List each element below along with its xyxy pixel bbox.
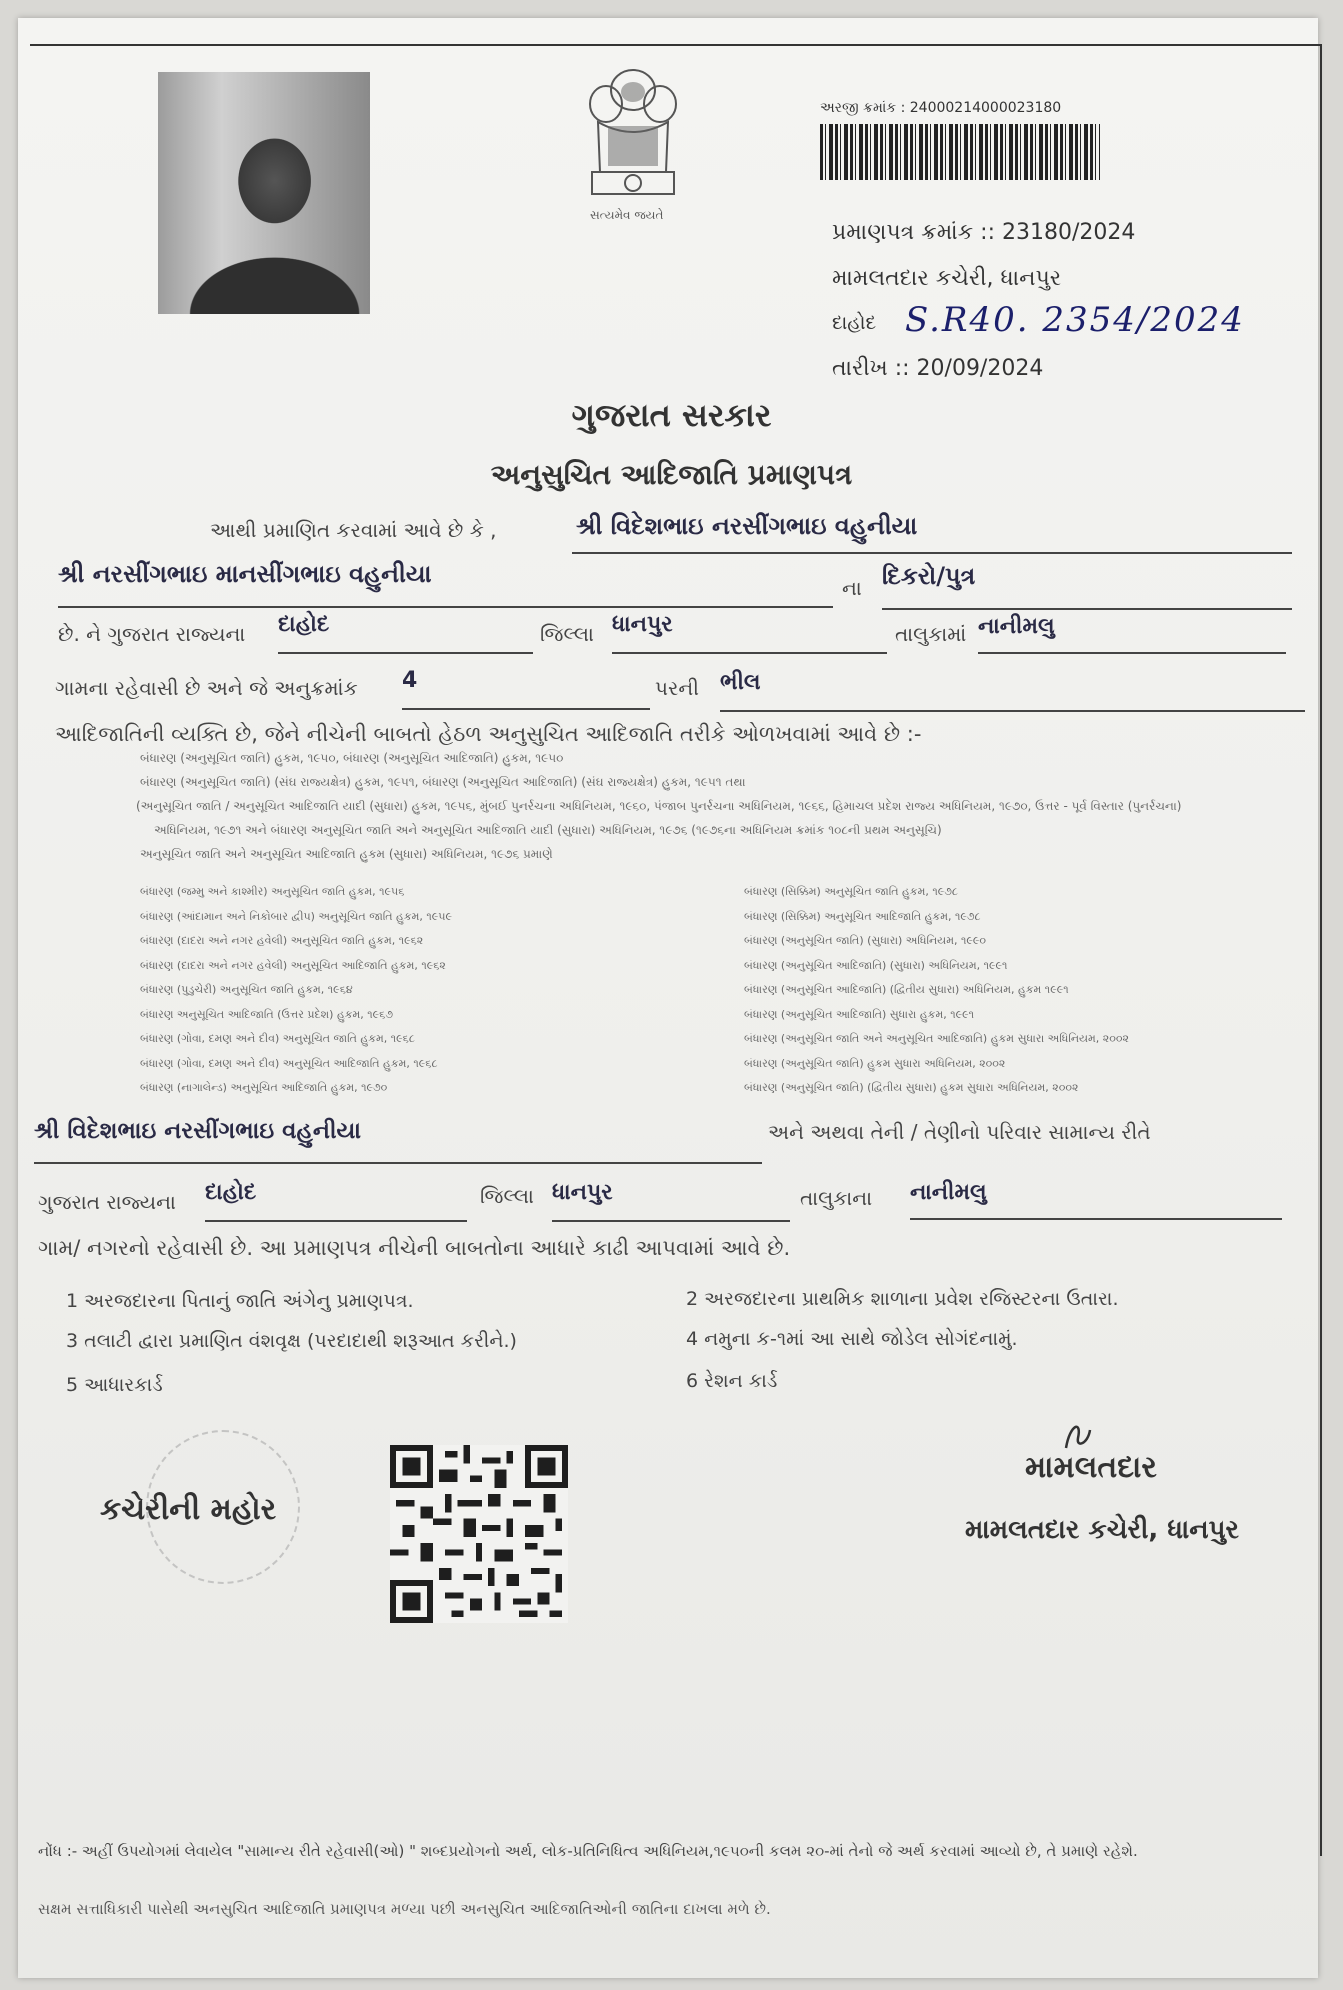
law-item: બંધારણ (અનુસૂચિત આદિજાતિ) સુધારા હુકમ, ૧૯૯૧ — [744, 1007, 975, 1021]
taluka-field — [612, 612, 887, 654]
district2-text: દાહોદ — [205, 1180, 257, 1205]
issuing-office: મામલતદાર કચેરી, ધાનપુર — [832, 266, 1062, 291]
serial-field — [402, 668, 650, 710]
applicant-name-repeat-text: શ્રી વિદેશભાઇ નરસીંગભાઇ વહુનીયા — [34, 1118, 362, 1144]
father-name-text: શ્રી નરસીંગભાઇ માનસીંગભાઇ વહુનીયા — [58, 560, 432, 588]
certificate-number: પ્રમાણપત્ર ક્રમાંક :: 23180/2024 — [832, 220, 1136, 245]
law-item: બંધારણ (અનુસૂચિત આદિજાતિ) (દ્વિતીય સુધારા) અધિનિયમ, હુકમ ૧૯૯૧ — [744, 983, 1069, 996]
seal-label: કચેરીની મહોર — [100, 1492, 277, 1527]
law-item: બંધારણ (પુડુચેરી) અનુસૂચિત જાતિ હુકમ, ૧૯૬૪ — [140, 983, 353, 996]
dahod-label: દાહોદ — [832, 312, 877, 334]
government-title: ગુજરાત સરકાર — [571, 396, 772, 434]
law-item: બંધારણ (સિક્કિમ) અનુસૂચિત આદિજાતિ હુકમ, ૧૯૭૮ — [744, 909, 981, 923]
relation-text: દિકરો/પુત્ર — [882, 562, 976, 590]
parni-label: પરની — [655, 676, 699, 700]
certify-label: આથી પ્રમાણિત કરવામાં આવે છે કે , — [210, 518, 497, 542]
law-item: બંધારણ (જમ્મુ અને કાશ્મીર) અનુસૂચિત જાતિ હુકમ, ૧૯૫૬ — [140, 885, 405, 898]
document-item: 1 અરજદારના પિતાનું જાતિ અંગેનુ પ્રમાણપત્ર. — [66, 1290, 414, 1312]
na-label: ના — [842, 576, 862, 600]
signatory-office: મામલતદાર કચેરી, ધાનપુર — [965, 1515, 1239, 1545]
serial-text: 4 — [402, 668, 418, 693]
tribe-field — [720, 670, 1305, 712]
village2-text: નાનીમલુ — [910, 1180, 987, 1205]
applicant-name-repeat — [34, 1118, 762, 1164]
issued-basis-statement: ગામ/ નગરનો રહેવાસી છે. આ પ્રમાણપત્ર નીચેની બાબતોના આધારે કાઢી આપવામાં આવે છે. — [38, 1236, 791, 1260]
village-text: નાનીમલુ — [978, 614, 1055, 639]
law-item: બંધારણ (આંદામાન અને નિકોબાર દ્વીપ) અનુસૂચિત જાતિ હુકમ, ૧૯૫૯ — [140, 909, 453, 923]
footer-note: નોંધ :- અહીં ઉપયોગમાં લેવાયેલ "સામાન્ય રીતે રહેવાસી(ઓ) " શબ્દપ્રયોગનો અર્થ, લોક-પ્રતિનિધિત્વ અધિનિયમ,૧૯૫૦ની કલમ ૨૦-માં તેનો જે અર્થ કરવામાં આવ્યો છે, તે પ્રમાણે રહેશે. — [38, 1842, 1138, 1860]
barcode — [820, 124, 1100, 180]
law-item: બંધારણ (ગોવા, દમણ અને દીવ) અનુસૂચિત આદિજાતિ હુકમ, ૧૯૬૮ — [140, 1056, 438, 1070]
qr-code — [390, 1445, 568, 1623]
law-item: બંધારણ (અનુસૂચિત જાતિ) (સુધારા) અધિનિયમ, ૧૯૯૦ — [744, 934, 986, 947]
law-list-right — [744, 880, 1304, 1101]
document-item: 6 રેશન કાર્ડ — [686, 1370, 778, 1392]
tribe-text: ભીલ — [720, 670, 761, 695]
document-item: 4 નમુના ક-૧માં આ સાથે જોડેલ સોગંદનામું. — [686, 1328, 1018, 1350]
law-item: બંધારણ (અનુસૂચિત આદિજાતિ) (સુધારા) અધિનિયમ, ૧૯૯૧ — [744, 958, 1008, 972]
applicant-name-text: શ્રી વિદેશભાઇ નરસીંગભાઇ વહુનીયા — [576, 512, 918, 540]
signatory-title: મામલતદાર — [1025, 1450, 1157, 1485]
law-line: અધિનિયમ, ૧૯૭૧ અને બંધારણ અનુસૂચિત જાતિ અને અનુસૂચિત આદિજાતિ યાદી (સુધારા) અધિનિયમ, ૧૯૭૬ (૧૯૭૬ના અધિનિયમ ક્રમાંક ૧૦૮ની પ્રથમ અનુસૂચિ) — [154, 823, 942, 837]
taluka2-label: તાલુકાના — [800, 1186, 873, 1210]
relation-field — [882, 562, 1292, 610]
emblem-caption: સત્યમેવ જયતે — [590, 208, 664, 222]
taluka-text: ધાનપુર — [612, 612, 673, 637]
law-item: બંધારણ (દાદરા અને નગર હવેલી) અનુસૂચિત જાતિ હુકમ, ૧૯૬૨ — [140, 934, 424, 947]
law-item: બંધારણ (નાગાલેન્ડ) અનુસૂચિત આદિજાતિ હુકમ, ૧૯૭૦ — [140, 1081, 388, 1094]
village-field — [978, 614, 1286, 654]
taluka2-field — [552, 1180, 790, 1222]
certificate-title: અનુસુચિત આદિજાતિ પ્રમાણપત્ર — [490, 458, 853, 491]
district2-label: જિલ્લા — [480, 1184, 534, 1208]
law-line: બંધારણ (અનુસૂચિત જાતિ) (સંઘ રાજ્યક્ષેત્ર) હુકમ, ૧૯૫૧, બંધારણ (અનુસૂચિત આદિજાતિ) (સંઘ રાજ્યક્ષેત્ર) હુકમ, ૧૯૫૧ તથા — [140, 775, 746, 789]
district-field — [278, 612, 533, 654]
applicant-photo — [158, 72, 370, 314]
state2-label: ગુજરાત રાજ્યના — [38, 1190, 176, 1214]
law-item: બંધારણ (અનુસૂચિત જાતિ) (દ્વિતીય સુધારા) હુકમ સુધારા અધિનિયમ, ૨૦૦૨ — [744, 1081, 1079, 1094]
law-references — [136, 746, 1300, 866]
footer-note: સક્ષમ સત્તાધિકારી પાસેથી અનસુચિત આદિજાતિ પ્રમાણપત્ર મળ્યા પછી અનસુચિત આદિજાતિઓની જાતિના દાખલા મળે છે. — [38, 1900, 771, 1918]
family-label: અને અથવા તેની / તેણીનો પરિવાર સામાન્ય રીતે — [768, 1120, 1151, 1144]
district-label: જિલ્લા — [540, 622, 594, 646]
taluka2-text: ધાનપુર — [552, 1180, 613, 1205]
document-item: 2 અરજદારના પ્રાથમિક શાળાના પ્રવેશ રજિસ્ટરના ઉતારા. — [686, 1288, 1119, 1310]
law-line: બંધારણ (અનુસૂચિત જાતિ) હુકમ, ૧૯૫૦, બંધારણ (અનુસૂચિત આદિજાતિ) હુકમ, ૧૯૫૦ — [140, 751, 564, 765]
father-name — [58, 560, 833, 608]
law-line: (અનુસૂચિત જાતિ / અનુસૂચિત આદિજાતિ યાદી (સુધારા) હુકમ, ૧૯૫૬, મુંબઈ પુનર્રચના અધિનિયમ, ૧૯૬૦, પંજાબ પુનર્રચના અધિનિયમ, ૧૯૬૬, હિમાચલ પ્રદેશ રાજ્ય અધિનિયમ, ૧૯૭૦, ઉત્તર - પૂર્વ વિસ્તાર (પુનર્રચના) — [136, 799, 1182, 813]
law-item: બંધારણ (દાદરા અને નગર હવેલી) અનુસૂચિત આદિજાતિ હુકમ, ૧૯૬૨ — [140, 958, 446, 972]
law-line: અનુસૂચિત જાતિ અને અનુસૂચિત આદિજાતિ હુકમ (સુધારા) અધિનિયમ, ૧૯૭૬ પ્રમાણે — [140, 847, 553, 861]
document-item: 5 આધારકાર્ડ — [66, 1374, 163, 1396]
recognition-statement: આદિજાતિની વ્યક્તિ છે, જેને નીચેની બાબતો હેઠળ અનુસુચિત આદિજાતિ તરીકે ઓળખવામાં આવે છે :- — [55, 722, 922, 746]
law-item: બંધારણ (સિક્કિમ) અનુસૂચિત જાતિ હુકમ, ૧૯૭૮ — [744, 885, 958, 898]
district2-field — [205, 1180, 467, 1222]
district-text: દાહોદ — [278, 612, 330, 637]
village2-field — [910, 1180, 1282, 1220]
law-item: બંધારણ (અનુસૂચિત જાતિ) હુકમ સુધારા અધિનિયમ, ૨૦૦૨ — [744, 1056, 1006, 1070]
law-item: બંધારણ (ગોવા, દમણ અને દીવ) અનુસૂચિત જાતિ હુકમ, ૧૯૬૮ — [140, 1032, 415, 1045]
document-item: 3 તલાટી દ્વારા પ્રમાણિત વંશવૃક્ષ (પરદાદાથી શરૂઆત કરીને.) — [66, 1330, 517, 1352]
law-list-left — [140, 880, 700, 1101]
state-label: છે. ને ગુજરાત રાજ્યના — [58, 622, 246, 646]
law-item: બંધારણ (અનુસૂચિત જાતિ અને અનુસૂચિત આદિજાતિ) હુકમ સુધારા અધિનિયમ, ૨૦૦૨ — [744, 1032, 1129, 1045]
resident-label: ગામના રહેવાસી છે અને જે અનુક્રમાંક — [55, 676, 358, 700]
law-item: બંધારણ અનુસૂચિત આદિજાતિ (ઉત્તર પ્રદેશ) હુકમ, ૧૯૬૭ — [140, 1007, 393, 1021]
taluka-label: તાલુકામાં — [895, 622, 967, 646]
handwritten-register-number: S.R40. 2354/2024 — [905, 300, 1245, 340]
national-emblem-icon — [578, 62, 688, 210]
application-number: અરજી ક્રમાંક : 24000214000023180 — [820, 100, 1062, 116]
applicant-name — [572, 512, 1292, 554]
issue-date: તારીખ :: 20/09/2024 — [832, 356, 1044, 381]
